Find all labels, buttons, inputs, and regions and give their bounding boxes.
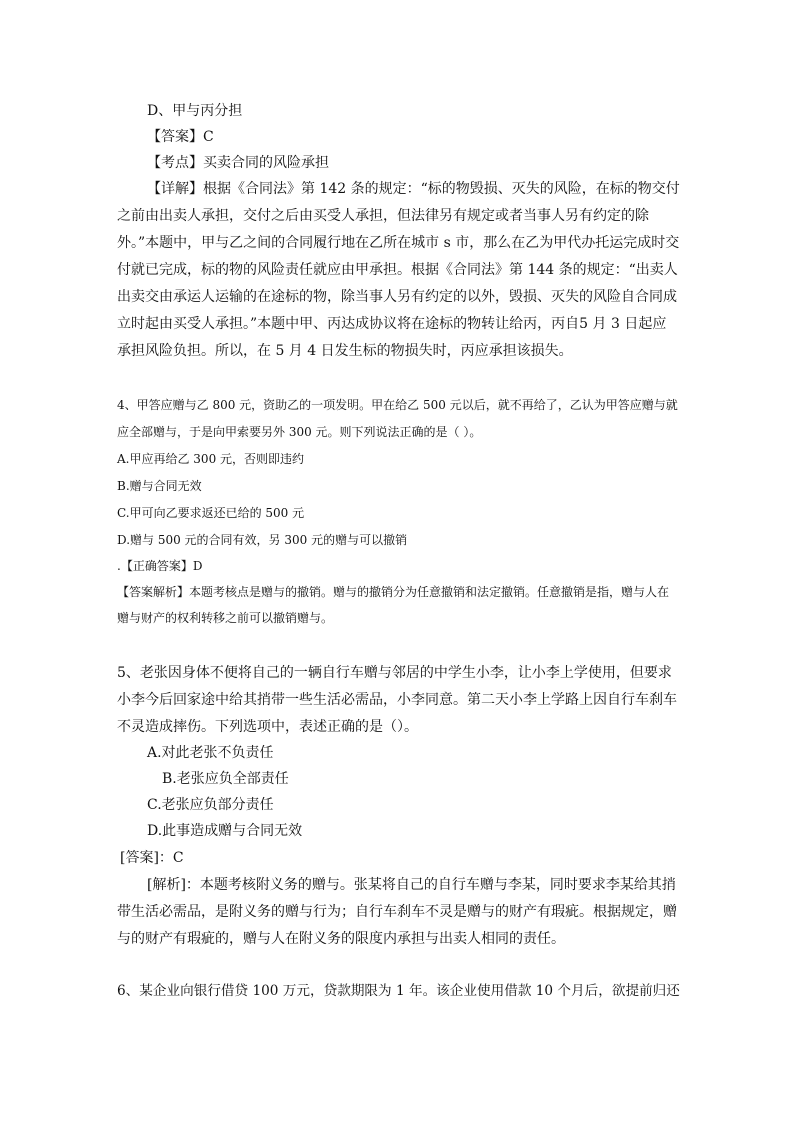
q3-answer: 【答案】C xyxy=(147,129,214,145)
q3-detail-line: 出卖交由承运人运输的在途标的物，除当事人另有约定的以外，毁损、灭失的风险自合同成 xyxy=(117,289,677,305)
q5-analysis-line: [解析]：本题考核附义务的赠与。张某将自己的自行车赠与李某，同时要求李某给其捎 xyxy=(147,877,676,893)
q4-analysis-line: 赠与财产的权利转移之前可以撤销赠与。 xyxy=(117,611,334,625)
q4-option-d: D.赠与 500 元的合同有效，另 300 元的赠与可以撤销 xyxy=(117,533,408,547)
q6-stem-line: 6、某企业向银行借贷 100 万元，贷款期限为 1 年。该企业使用借款 10 个月后，欲提前归还 xyxy=(117,983,680,999)
q4-option-a: A.甲应再给乙 300 元，否则即违约 xyxy=(117,452,305,466)
q3-detail-line: 之前由出卖人承担，交付之后由买受人承担，但法律另有规定或者当事人另有约定的除 xyxy=(117,208,649,224)
q3-option-d: D、甲与丙分担 xyxy=(147,103,243,119)
q5-stem-line: 小李今后回家途中给其捎带一些生活必需品，小李同意。第二天小李上学路上因自行车刹车 xyxy=(117,692,677,708)
q3-detail-line: 付就已完成，标的物的风险责任就应由甲承担。根据《合同法》第 144 条的规定：“出卖人 xyxy=(117,262,678,278)
q5-option-d: D.此事造成赠与合同无效 xyxy=(147,823,303,839)
q5-analysis-line: 与的财产有瑕疵的，赠与人在附义务的限度内承担与出卖人相同的责任。 xyxy=(117,931,565,947)
q4-stem-line: 应全部赠与，于是向甲索要另外 300 元。则下列说法正确的是（ ）。 xyxy=(117,425,482,439)
q5-stem-line: 不灵造成摔伤。下列选项中，表述正确的是（）。 xyxy=(117,719,418,735)
q5-answer: [答案]：C xyxy=(120,850,184,866)
q4-option-c: C.甲可向乙要求返还已给的 500 元 xyxy=(117,506,305,520)
q5-option-a: A.对此老张不负责任 xyxy=(147,745,274,761)
q5-stem-line: 5、老张因身体不便将自己的一辆自行车赠与邻居的中学生小李，让小李上学使用，但要求 xyxy=(117,665,672,681)
q3-point: 【考点】买卖合同的风险承担 xyxy=(147,155,329,171)
q5-analysis-line: 带生活必需品，是附义务的赠与行为；自行车刹车不灵是赠与的财产有瑕疵。根据规定，赠 xyxy=(117,904,677,920)
q4-answer: .【正确答案】D xyxy=(117,559,203,573)
q5-option-b: B.老张应负全部责任 xyxy=(162,771,289,787)
q4-analysis-line: 【答案解析】本题考核点是赠与的撤销。赠与的撤销分为任意撤销和法定撤销。任意撤销是指，赠与人在 xyxy=(117,585,670,599)
q4-stem-line: 4、甲答应赠与乙 800 元，资助乙的一项发明。甲在给乙 500 元以后，就不再给了，乙认为甲答应赠与就 xyxy=(117,398,678,412)
q3-detail-line: 立时起由买受人承担。”本题中甲、丙达成协议将在途标的物转让给丙，丙自5 月 3 日起应 xyxy=(117,316,667,332)
q3-detail-line: 【详解】根据《合同法》第 142 条的规定：“标的物毁损、灭失的风险，在标的物交付 xyxy=(147,181,680,197)
q4-option-b: B.赠与合同无效 xyxy=(117,479,202,493)
q3-detail-line: 承担风险负担。所以，在 5 月 4 日发生标的物损失时，丙应承担该损失。 xyxy=(117,343,573,359)
q5-option-c: C.老张应负部分责任 xyxy=(147,797,274,813)
q3-detail-line: 外。”本题中，甲与乙之间的合同履行地在乙所在城市 s 市，那么在乙为甲代办托运完成时交 xyxy=(117,235,680,251)
